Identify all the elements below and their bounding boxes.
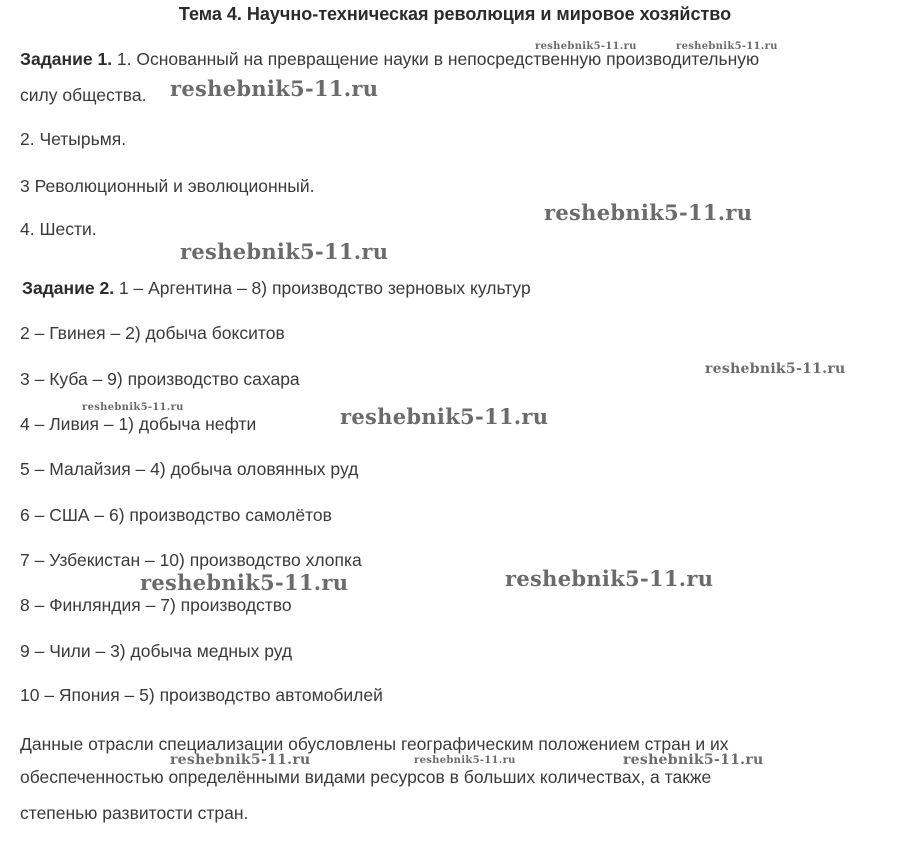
task2-item: 6 – США – 6) производство самолётов	[20, 505, 332, 525]
watermark: reshebnik5-11.ru	[414, 755, 516, 766]
watermark: reshebnik5-11.ru	[180, 239, 389, 264]
task1-line1	[20, 48, 759, 70]
task2-item: 3 – Куба – 9) производство сахара	[20, 369, 300, 389]
conclusion-line: обеспеченностью определёнными видами ресурсов в больших количествах, а также	[20, 767, 712, 787]
task1-item2: 2. Четырьмя.	[20, 129, 127, 149]
task2-item: 4 – Ливия – 1) добыча нефти	[20, 414, 257, 434]
watermark: reshebnik5-11.ru	[505, 566, 714, 591]
task2-item: 10 – Япония – 5) производство автомобилей	[20, 685, 383, 705]
task2-item: 7 – Узбекистан – 10) производство хлопка	[20, 550, 362, 570]
watermark: reshebnik5-11.ru	[170, 752, 311, 768]
watermark: reshebnik5-11.ru	[623, 752, 764, 768]
watermark: reshebnik5-11.ru	[340, 404, 549, 429]
task2-item: 8 – Финляндия – 7) производство	[20, 595, 292, 615]
task2-item: 9 – Чили – 3) добыча медных руд	[20, 641, 293, 661]
task2-item: 2 – Гвинея – 2) добыча бокситов	[20, 323, 285, 343]
task1-answer1: 1. Основанный на превращение науки в непосредственную производительную	[112, 49, 760, 69]
task1-label: Задание 1.	[20, 49, 113, 69]
page-title: Тема 4. Научно-техническая революция и мировое хозяйство	[178, 4, 732, 24]
watermark: reshebnik5-11.ru	[535, 41, 637, 52]
watermark: reshebnik5-11.ru	[676, 41, 778, 52]
watermark: reshebnik5-11.ru	[705, 361, 846, 377]
watermark: reshebnik5-11.ru	[140, 570, 349, 595]
task2-label: Задание 2.	[22, 278, 115, 298]
watermark: reshebnik5-11.ru	[170, 76, 379, 101]
task1-item4: 4. Шести.	[20, 219, 97, 239]
watermark: reshebnik5-11.ru	[82, 402, 184, 413]
task1-item3: 3 Революционный и эволюционный.	[20, 176, 315, 196]
task2-first: 1 – Аргентина – 8) производство зерновых культур	[114, 278, 531, 298]
conclusion-line: Данные отрасли специализации обусловлены географическим положением стран и их	[20, 734, 729, 754]
task2-item: 5 – Малайзия – 4) добыча оловянных руд	[20, 459, 359, 479]
conclusion-line: степенью развитости стран.	[20, 803, 249, 823]
task2-line1	[22, 277, 531, 299]
watermark: reshebnik5-11.ru	[544, 200, 753, 225]
task1-line2: силу общества.	[20, 85, 147, 105]
